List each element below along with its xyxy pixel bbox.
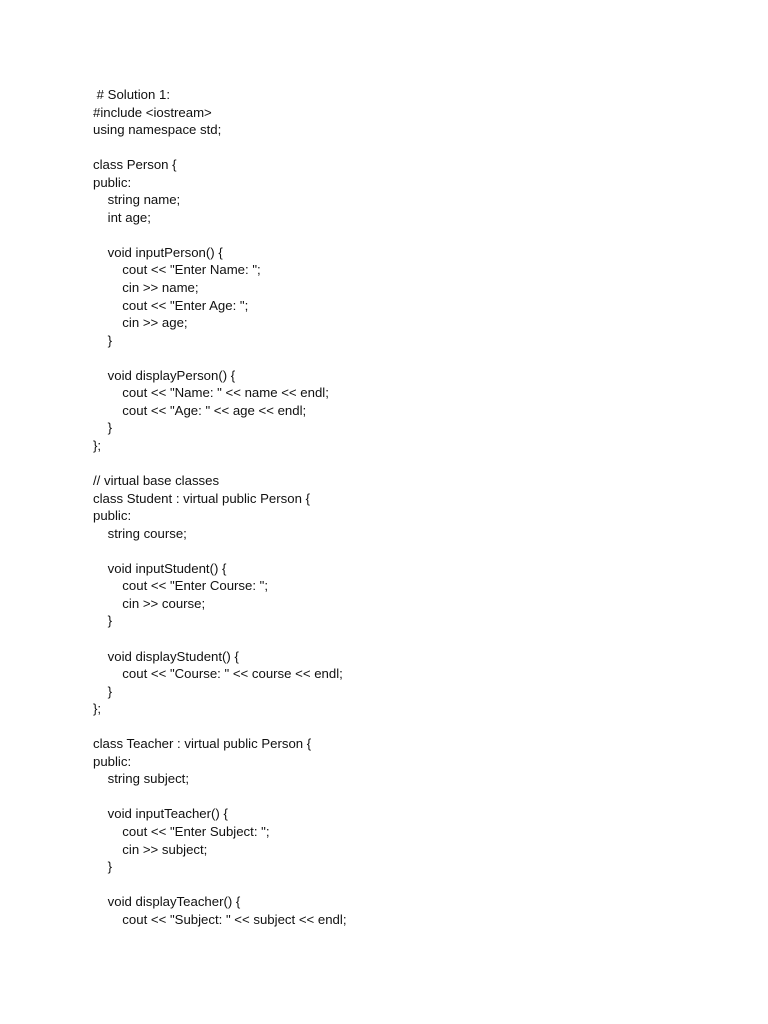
code-line xyxy=(93,630,347,648)
code-line: void inputStudent() { xyxy=(93,560,227,576)
code-line xyxy=(93,139,347,157)
code-line: public: xyxy=(93,174,132,190)
code-line: class Student : virtual public Person { xyxy=(93,490,310,506)
code-line xyxy=(93,226,347,244)
code-block xyxy=(93,86,347,928)
code-line: void inputTeacher() { xyxy=(93,806,228,822)
code-line: cout << "Age: " << age << endl; xyxy=(93,402,307,418)
code-line: public: xyxy=(93,753,132,769)
code-line: // virtual base classes xyxy=(93,473,220,489)
code-line: #include <iostream> xyxy=(93,104,212,120)
code-line: cout << "Course: " << course << endl; xyxy=(93,666,343,682)
code-line: cout << "Enter Name: "; xyxy=(93,262,261,278)
code-line: int age; xyxy=(93,209,151,225)
code-line: string name; xyxy=(93,192,181,208)
code-line: } xyxy=(93,420,113,436)
code-line: cin >> name; xyxy=(93,280,199,296)
code-line: } xyxy=(93,332,113,348)
code-line xyxy=(93,788,347,806)
code-line: string subject; xyxy=(93,771,190,787)
code-line: cin >> age; xyxy=(93,315,188,331)
code-line xyxy=(93,876,347,894)
code-line: void displayTeacher() { xyxy=(93,894,241,910)
code-line: } xyxy=(93,683,113,699)
code-line: }; xyxy=(93,437,102,453)
code-line: void displayPerson() { xyxy=(93,367,236,383)
code-line: cin >> subject; xyxy=(93,841,208,857)
code-line xyxy=(93,349,347,367)
code-line: cout << "Enter Subject: "; xyxy=(93,823,270,839)
code-line: public: xyxy=(93,508,132,524)
code-line: }; xyxy=(93,701,102,717)
code-line: using namespace std; xyxy=(93,122,222,138)
code-line: cin >> course; xyxy=(93,595,206,611)
code-line xyxy=(93,454,347,472)
code-line: } xyxy=(93,613,113,629)
code-line xyxy=(93,542,347,560)
code-line: void displayStudent() { xyxy=(93,648,239,664)
code-line: cout << "Enter Course: "; xyxy=(93,578,269,594)
code-line: cout << "Subject: " << subject << endl; xyxy=(93,911,347,927)
code-line: void inputPerson() { xyxy=(93,244,223,260)
code-line xyxy=(93,718,347,736)
code-line: string course; xyxy=(93,525,187,541)
code-line: class Person { xyxy=(93,157,177,173)
code-line: cout << "Enter Age: "; xyxy=(93,297,249,313)
code-line: class Teacher : virtual public Person { xyxy=(93,736,312,752)
code-line: # Solution 1: xyxy=(93,87,170,102)
code-line: } xyxy=(93,859,113,875)
code-line: cout << "Name: " << name << endl; xyxy=(93,385,329,401)
